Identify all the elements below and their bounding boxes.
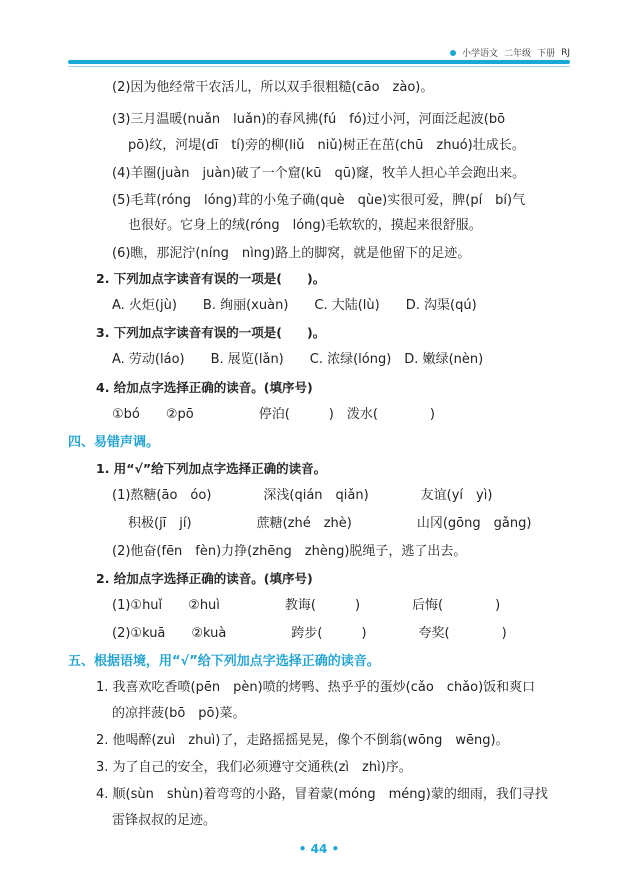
question-line: 1. 用“√”给下列加点字选择正确的读音。 (96, 461, 327, 476)
header-subject: 小学语文 (462, 49, 499, 59)
text-line: 积极(jī jí) 蔗糖(zhé zhè) 山冈(gōng gǎng) (128, 516, 532, 531)
header-grade: 二年级 (504, 49, 532, 59)
section-heading: 五、根据语境，用“√”给下列加点字选择正确的读音。 (68, 654, 380, 669)
text-line: ①bó ②pō 停泊( ) 泼水( ) (112, 407, 436, 422)
header-edition: RJ (561, 47, 570, 58)
text-line: A. 火炬(jù) B. 绚丽(xuàn) C. 大陆(lù) D. 沟渠(qú) (112, 298, 477, 313)
text-line: 2. 他喝醉(zuì zhuì)了，走路摇摇晃晃，像个不倒翁(wōng wēng)。 (96, 733, 509, 748)
question-line: 2. 给加点字选择正确的读音。(填序号) (96, 571, 313, 586)
text-line: (2)因为他经常干农活儿，所以双手很粗糙(cāo zào)。 (112, 80, 434, 95)
question-line: 3. 下列加点字读音有误的一项是( )。 (96, 325, 326, 340)
text-line: A. 劳动(láo) B. 展览(lǎn) C. 浓绿(lóng) D. 嫩绿(nèn) (112, 352, 484, 367)
text-line: 3. 为了自己的安全，我们必须遵守交通秩(zì zhì)序。 (96, 760, 412, 775)
text-line: (2)他奋(fēn fèn)力挣(zhēng zhèng)脱绳子，逃了出去。 (112, 544, 467, 559)
text-line: (3)三月温暖(nuǎn luǎn)的春风拂(fú fó)过小河，河面泛起波(bō (112, 112, 506, 127)
section-heading: 四、易错声调。 (68, 435, 160, 450)
text-line: 的凉拌菠(bō pō)菜。 (112, 706, 246, 721)
text-line: 雷锋叔叔的足迹。 (112, 813, 217, 828)
question-line: 2. 下列加点字读音有误的一项是( )。 (96, 271, 326, 286)
question-line: 4. 给加点字选择正确的读音。(填序号) (96, 380, 313, 395)
text-line: pō)纹，河堤(dī tí)旁的柳(liǔ niǔ)树正在茁(chū zhuó)壮成长。 (128, 138, 525, 153)
text-line: (1)①huǐ ②huì 教诲( ) 后悔( ) (112, 598, 501, 613)
header-volume: 下册 (537, 49, 556, 59)
text-line: 也很好。它身上的绒(róng lóng)毛软软的，摸起来很舒服。 (128, 218, 482, 233)
running-header (450, 46, 570, 59)
text-line: (2)①kuā ②kuà 跨步( ) 夸奖( ) (112, 626, 507, 641)
text-line: (1)熬糖(āo óo) 深浅(qián qiǎn) 友谊(yí yì) (112, 488, 493, 503)
text-line: 1. 我喜欢吃香喷(pēn pèn)喷的烤鸭、热乎乎的蛋炒(cǎo chǎo)饭和爽口 (96, 680, 536, 695)
text-line: (4)羊圈(juàn juàn)破了一个窟(kū qū)窿，牧羊人担心羊会跑出来。 (112, 166, 526, 181)
text-line: (5)毛茸(róng lóng)茸的小兔子确(què qùe)实很可爱，脾(pí bí)气 (112, 193, 526, 208)
header-rule (68, 60, 570, 64)
bullet-icon (450, 50, 456, 56)
text-line: (6)瞧，那泥泞(níng nìng)路上的脚窝，就是他留下的足迹。 (112, 246, 471, 261)
text-line: 4. 顺(sùn shùn)着弯弯的小路，冒着蒙(móng méng)蒙的细雨，我们寻找 (96, 787, 548, 802)
page-number: • 44 • (298, 842, 340, 856)
header-rule-thin (68, 66, 570, 67)
